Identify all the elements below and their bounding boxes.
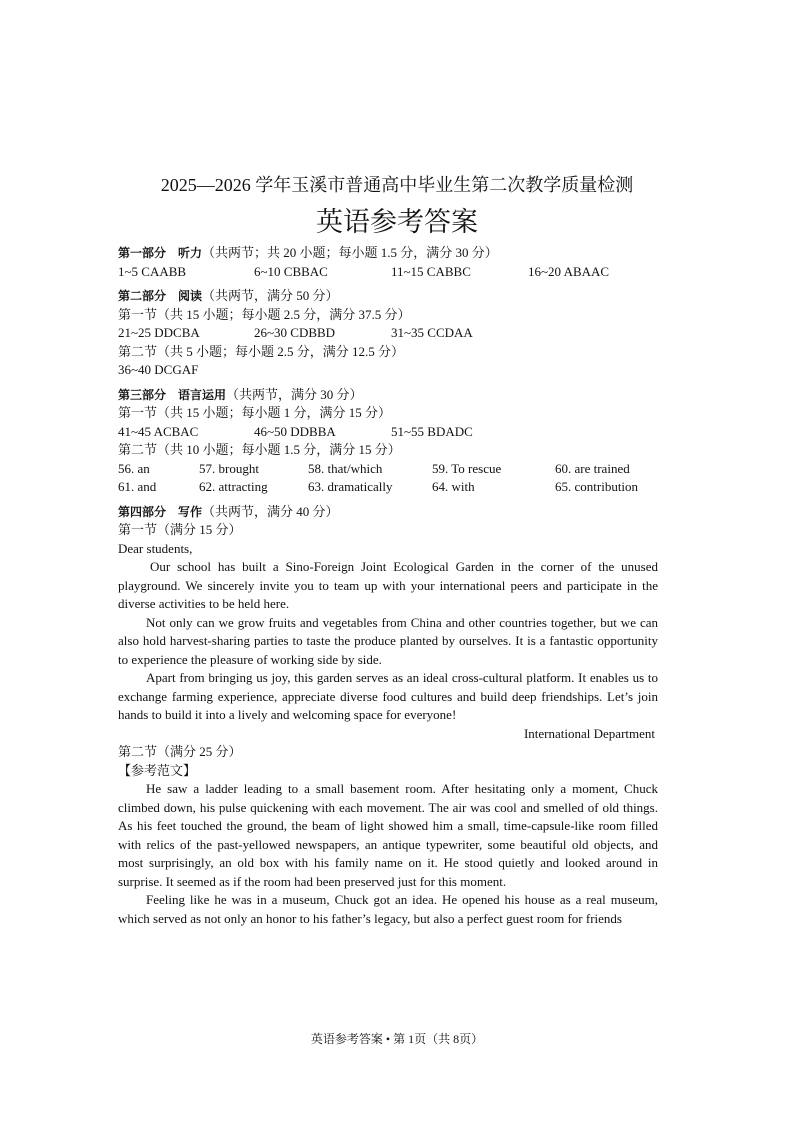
document-title: 英语参考答案 <box>316 207 478 237</box>
fill-answer: 60. are trained <box>555 460 630 476</box>
fill-answer: 61. and <box>118 479 157 494</box>
part2-section2-answers <box>118 361 658 380</box>
answer-group: 46~50 DDBBA <box>254 423 336 439</box>
fill-answer: 65. contribution <box>555 479 639 494</box>
essay-paragraph: Feeling like he was in a museum, Chuck got an idea. He opened his house as a real museum, which served as not only an honor to his father’s legacy, but also a perfect guest room for friends <box>118 892 658 926</box>
part1-answers <box>118 263 658 282</box>
part4-section1-desc: 第一节（满分 15 分） <box>118 522 242 537</box>
part2-section1-desc: 第一节（共 15 小题；每小题 2.5 分，满分 37.5 分） <box>118 306 411 322</box>
answer-group: 41~45 ACBAC <box>118 423 199 439</box>
part3-desc: （共两节，满分 30 分） <box>226 386 363 402</box>
part2-heading <box>118 287 658 306</box>
part4-title: 第四部分 写作 <box>118 504 203 519</box>
essay-paragraph: He saw a ladder leading to a small basement room. After hesitating only a moment, Chuck climbed down, his pulse quickening with each movement. The air was cool and smelled of old things. As his feet touched the ground, the beam of light showed him a small, time-capsule-like room filled with relics of the past-yellowed newspapers, an antique typewriter, some beautiful old objects, and most surprisingly, an old box with his family name on it. He stood quietly and looked around in surprise. It seemed as if the room had been preserved just for this moment. <box>118 781 658 889</box>
part3-title: 第三部分 语言运用 <box>118 387 227 402</box>
letter-greeting: Dear students, <box>118 540 193 556</box>
answer-group: 51~55 BDADC <box>391 423 473 439</box>
part4-desc: （共两节，满分 40 分） <box>202 503 339 519</box>
letter-paragraph: Our school has built a Sino-Foreign Joint Ecological Garden in the corner of the unused playground. We sincerely invite you to team up with your international peers and participate in the diverse activities to be held here. <box>118 559 658 611</box>
letter-signature: International Department <box>523 725 655 741</box>
fill-answer: 58. that/which <box>308 460 383 476</box>
part3-heading <box>118 386 658 405</box>
answer-group: 6~10 CBBAC <box>254 263 328 279</box>
part3-section2-row1 <box>118 460 658 479</box>
part3-section2-row2 <box>118 478 658 497</box>
fill-answer: 57. brought <box>199 460 259 476</box>
letter-paragraph: Apart from bringing us joy, this garden serves as an ideal cross-cultural platform. It enables us to exchange farming experience, appreciate diverse food cultures and build deep friendships. Let’s join hands to build it into a lively and welcoming space for everyone! <box>118 670 658 722</box>
fill-answer: 59. To rescue <box>432 460 502 476</box>
answer-group: 11~15 CABBC <box>391 263 471 279</box>
answer-group: 16~20 ABAAC <box>528 263 610 279</box>
sample-essay-label: 【参考范文】 <box>118 762 197 778</box>
page-footer: 英语参考答案 • 第 1页（共 8页） <box>310 1032 484 1046</box>
part1-heading <box>118 244 658 263</box>
part3-section1-desc: 第一节（共 15 小题；每小题 1 分，满分 15 分） <box>118 405 392 420</box>
part3-section2-desc: 第二节（共 10 小题；每小题 1.5 分，满分 15 分） <box>118 442 401 457</box>
answer-group: 31~35 CCDAA <box>391 325 473 340</box>
answer-group: 36~40 DCGAF <box>118 362 199 377</box>
fill-answer: 63. dramatically <box>308 479 393 494</box>
letter-paragraph: Not only can we grow fruits and vegetables from China and other countries together, but we can also hold harvest-sharing parties to taste the produce planted by ourselves. It is a fantastic opportunity to experience the pleasure of working side by side. <box>118 614 658 667</box>
answer-content <box>118 244 658 928</box>
fill-answer: 64. with <box>432 479 475 494</box>
part2-title: 第二部分 阅读 <box>118 289 203 303</box>
exam-title: 2025—2026 学年玉溪市普通高中毕业生第二次教学质量检测 <box>160 175 634 195</box>
fill-answer: 56. an <box>118 460 150 476</box>
part4-heading <box>118 503 658 522</box>
answer-group: 1~5 CAABB <box>118 263 187 279</box>
part3-section1-answers <box>118 423 658 442</box>
part4-section2-desc: 第二节（满分 25 分） <box>118 744 242 759</box>
part2-desc: （共两节，满分 50 分） <box>202 288 339 303</box>
answer-group: 26~30 CDBBD <box>254 325 336 340</box>
part2-section2-desc: 第二节（共 5 小题；每小题 2.5 分，满分 12.5 分） <box>118 343 405 359</box>
part2-section1-answers <box>118 324 658 343</box>
part1-title: 第一部分 听力 <box>118 246 203 260</box>
fill-answer: 62. attracting <box>199 479 268 494</box>
part1-desc: （共两节；共 20 小题；每小题 1.5 分，满分 30 分） <box>202 245 498 260</box>
answer-group: 21~25 DDCBA <box>118 325 200 340</box>
